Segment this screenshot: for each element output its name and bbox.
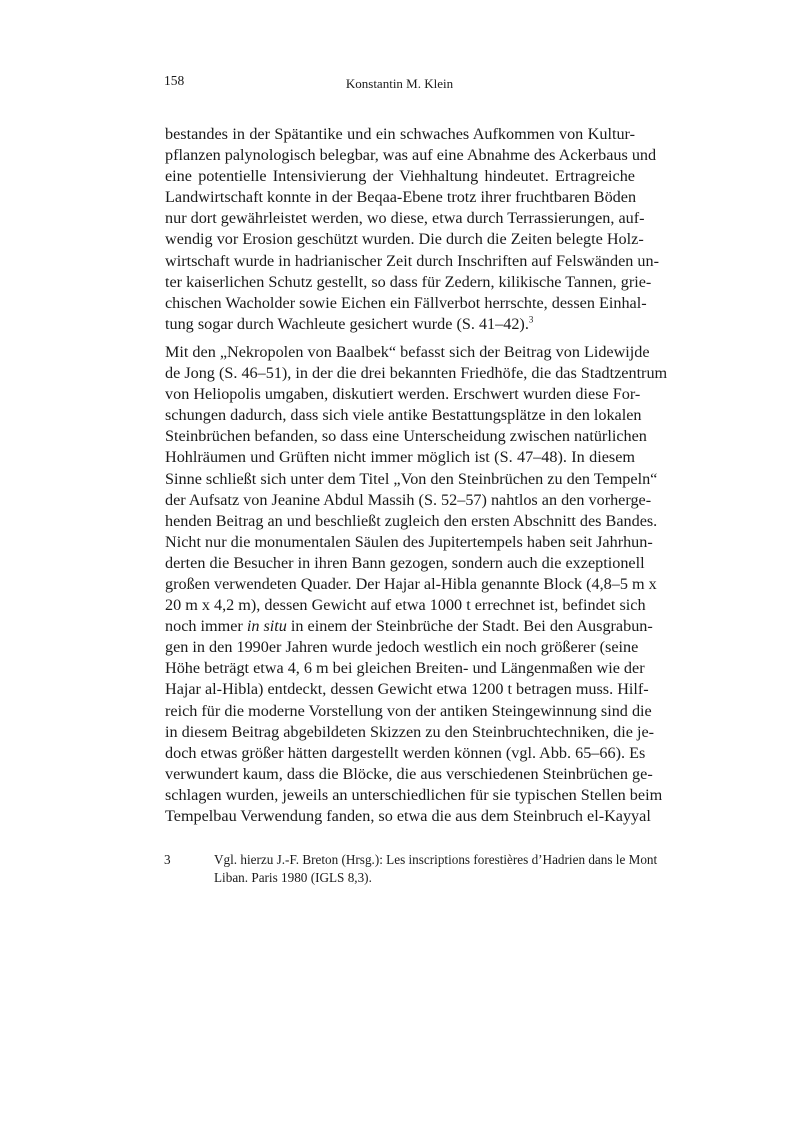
text-line: de Jong (S. 46–51), in der die drei bekannten Friedhöfe, die das Stadtzentrum (165, 364, 668, 383)
text-line: Tempelbau Verwendung fanden, so etwa die aus dem Steinbruch el-Kayyal (165, 807, 651, 825)
paragraph-2 (165, 342, 668, 827)
text-line: wendig vor Erosion geschützt wurden. Die durch die Zeiten belegte Holz- (165, 230, 644, 249)
text-line-last (165, 314, 635, 335)
paragraph-1 (165, 124, 659, 335)
text-line: wirtschaft wurde in hadrianischer Zeit durch Inschriften auf Felswänden un- (165, 251, 659, 270)
running-head: Konstantin M. Klein (345, 76, 454, 91)
text-line: 20 m x 4,2 m), dessen Gewicht auf etwa 1000 t errechnet ist, befindet sich (165, 596, 646, 615)
text-line: Nicht nur die monumentalen Säulen des Jupitertempels haben seit Jahrhun- (165, 532, 653, 551)
text-line: bestandes in der Spätantike und ein schwaches Aufkommen von Kultur- (165, 125, 635, 143)
text-line: schlagen wurden, jeweils an unterschiedlichen für sie typischen Stellen beim (165, 785, 663, 804)
text-line: Steinbrüchen befanden, so dass eine Unterscheidung zwischen natürlichen (165, 427, 647, 446)
italic-term: in situ (246, 617, 287, 636)
text-line: der Aufsatz von Jeanine Abdul Massih (S. 52–57) nahtlos an den vorherge- (165, 490, 652, 509)
text-line: Hajar al-Hibla) entdeckt, dessen Gewicht etwa 1200 t betragen muss. Hilf- (165, 680, 649, 699)
text-line: Höhe beträgt etwa 4, 6 m bei gleichen Breiten- und Längenmaßen wie der (165, 659, 645, 678)
footnote (164, 851, 658, 886)
text-line: nur dort gewährleistet werden, wo diese, etwa durch Terrassierungen, auf- (165, 209, 645, 228)
text-line: verwundert kaum, dass die Blöcke, die aus verschiedenen Steinbrüchen ge- (165, 764, 653, 783)
text-line: großen verwendeten Quader. Der Hajar al-Hibla genannte Block (4,8–5 m x (165, 574, 657, 593)
text-line: eine potentielle Intensivierung der Viehhaltung hindeutet. Ertragreiche (165, 167, 635, 186)
footnotes (164, 851, 658, 886)
text-line: chischen Wacholder sowie Eichen ein Fällverbot herrschte, dessen Einhal- (165, 293, 647, 312)
text-line: Landwirtschaft konnte in der Beqaa-Ebene trotz ihrer fruchtbaren Böden (165, 188, 637, 207)
text-line: derten die Besucher in ihren Bann gezogen, sondern auch die exzeptionell (165, 553, 645, 572)
footnote-text (214, 851, 658, 886)
text-line: Hohlräumen und Grüften nicht immer möglich ist (S. 47–48). In diesem (165, 448, 635, 467)
text-line-content: tung sogar durch Wachleute gesichert wurde (S. 41–42). (165, 314, 529, 333)
text-line: Sinne schließt sich unter dem Titel „Von den Steinbrüchen zu den Tempeln“ (165, 469, 658, 488)
footnote-number: 3 (164, 852, 171, 867)
text-line: doch etwas größer hätten dargestellt werden können (vgl. Abb. 65–66). Es (165, 743, 646, 762)
page-header (164, 73, 635, 93)
text-line: Mit den „Nekropolen von Baalbek“ befasst sich der Beitrag von Lidewijde (165, 342, 650, 361)
footnote-line: Liban. Paris 1980 (IGLS 8,3). (214, 869, 372, 885)
text-line: pflanzen palynologisch belegbar, was auf eine Abnahme des Ackerbaus und (165, 146, 657, 165)
text-line: ter kaiserlichen Schutz gestellt, so dass für Zedern, kilikische Tannen, grie- (165, 272, 652, 291)
text-line: henden Beitrag an und beschließt zugleich den ersten Abschnitt des Bandes. (165, 511, 658, 530)
footnote-reference[interactable]: 3 (528, 314, 534, 325)
footnote-line: Vgl. hierzu J.-F. Breton (Hrsg.): Les inscriptions forestières d’Hadrien dans le Mont (214, 852, 658, 867)
text-line: von Heliopolis umgaben, diskutiert werden. Erschwert wurden diese For- (165, 385, 641, 404)
text-segment: noch immer (165, 617, 247, 636)
text-line: schungen dadurch, dass sich viele antike Bestattungsplätze in den lokalen (165, 406, 642, 425)
text-line-with-italic (165, 616, 653, 637)
text-line: reich für die moderne Vorstellung von der antiken Steingewinnung sind die (165, 701, 652, 720)
page-number: 158 (164, 73, 185, 88)
body-text (165, 124, 668, 827)
text-segment: in einem der Steinbrüche der Stadt. Bei den Ausgrabun- (286, 617, 653, 636)
text-line: in diesem Beitrag abgebildeten Skizzen zu den Steinbruchtechniken, die je- (165, 722, 655, 741)
text-line: gen in den 1990er Jahren wurde jedoch westlich ein noch größerer (seine (165, 638, 639, 657)
